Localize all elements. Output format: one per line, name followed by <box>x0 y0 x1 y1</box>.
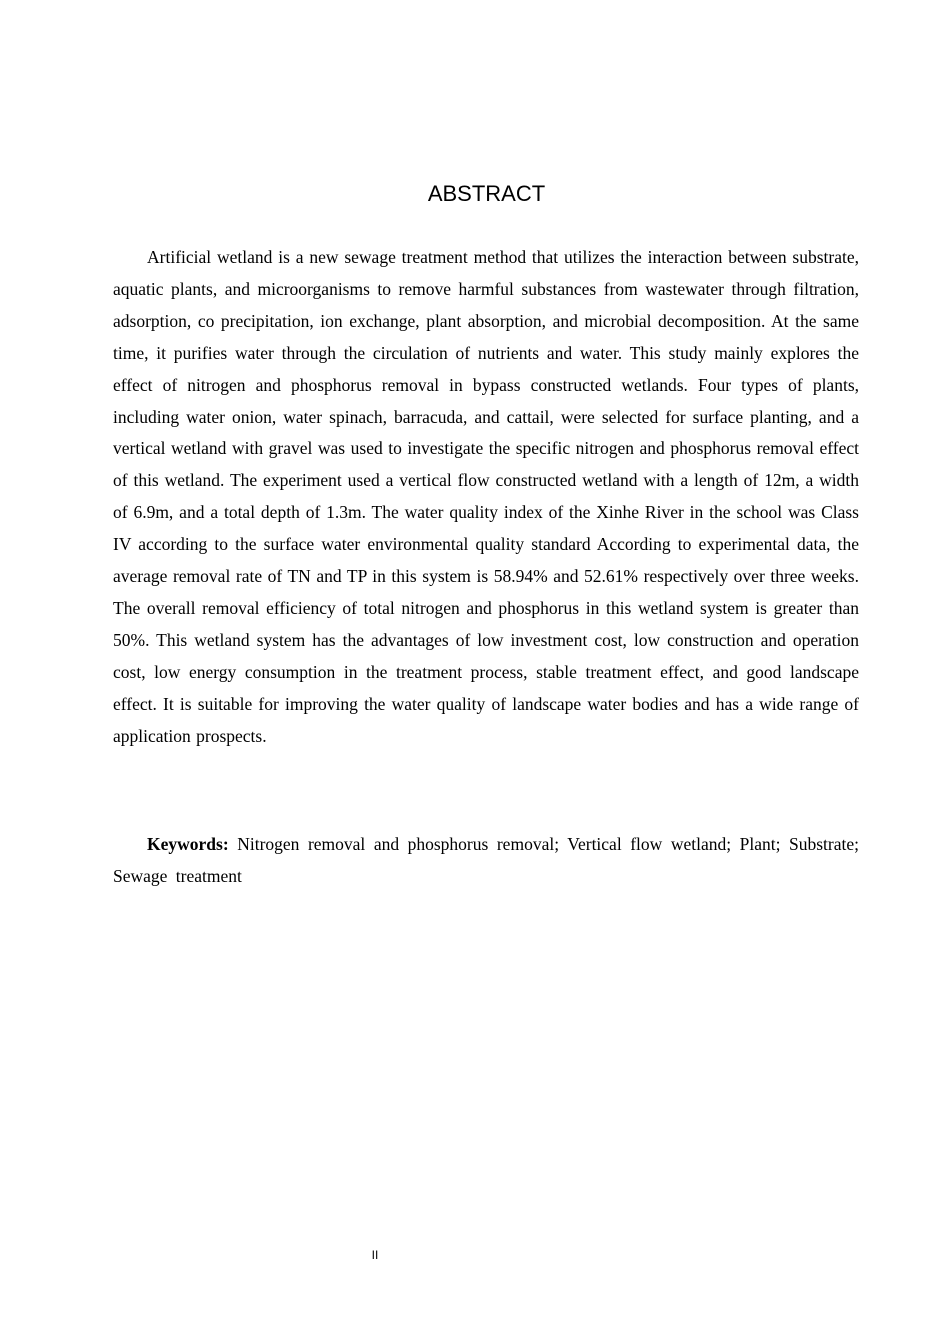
page-number: II <box>371 1248 379 1262</box>
keywords-text: Nitrogen removal and phosphorus removal; Vertical flow wetland; Plant; Substrate; Sewage treatment <box>113 834 859 886</box>
keywords-label: Keywords: <box>147 834 229 854</box>
abstract-body-paragraph: Artificial wetland is a new sewage treatment method that utilizes the interaction between substrate, aquatic plants, and microorganisms to remove harmful substances from wastewater through filtration, adsorption, co precipitation, ion exchange, plant absorption, and microbial decomposition. At the same time, it purifies water through the circulation of nutrients and water. This study mainly explores the effect of nitrogen and phosphorus removal in bypass constructed wetlands. Four types of plants, including water onion, water spinach, barracuda, and cattail, were selected for surface planting, and a vertical wetland with gravel was used to investigate the specific nitrogen and phosphorus removal effect of this wetland. The experiment used a vertical flow constructed wetland with a length of 12m, a width of 6.9m, and a total depth of 1.3m. The water quality index of the Xinhe River in the school was Class IV according to the surface water environmental quality standard According to experimental data, the average removal rate of TN and TP in this system is 58.94% and 52.61% respectively over three weeks. The overall removal efficiency of total nitrogen and phosphorus in this wetland system is greater than 50%. This wetland system has the advantages of low investment cost, low construction and operation cost, low energy consumption in the treatment process, stable treatment effect, and good landscape effect. It is suitable for improving the water quality of landscape water bodies and has a wide range of application prospects. <box>113 247 859 746</box>
keywords-paragraph <box>113 829 859 893</box>
abstract-heading: ABSTRACT <box>427 181 546 206</box>
